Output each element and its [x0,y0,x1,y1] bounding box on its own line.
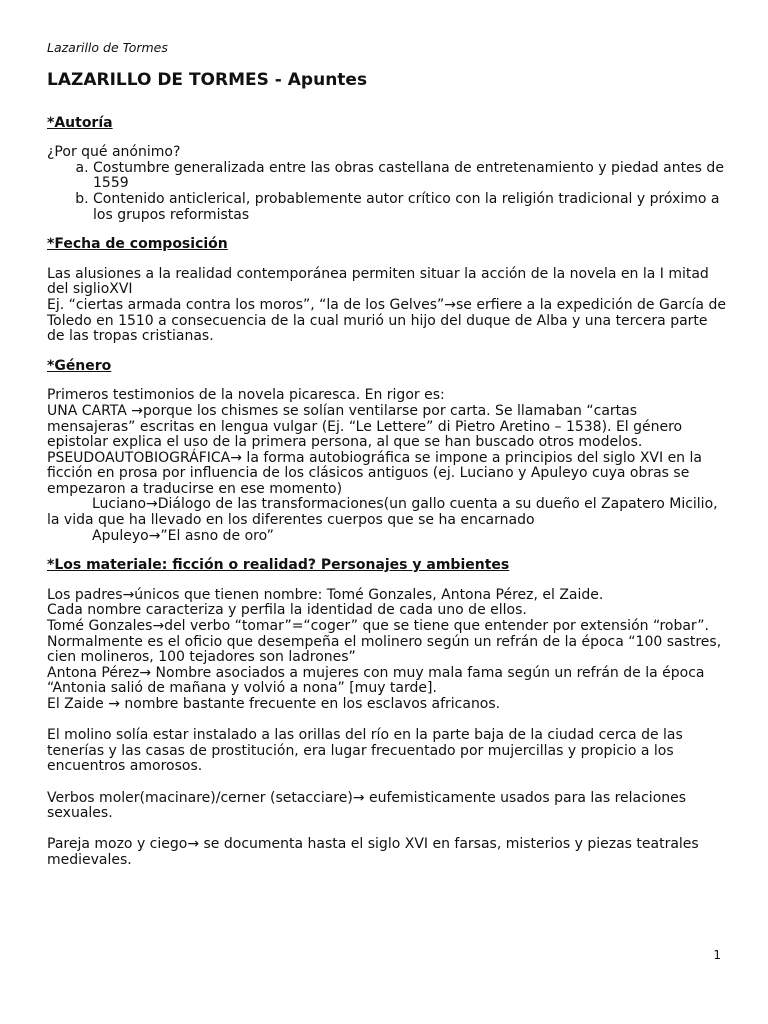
spacer [47,822,727,838]
paragraph: El Zaide → nombre bastante frecuente en los esclavos africanos. [47,696,501,712]
section-heading-fecha: *Fecha de composición [47,236,228,253]
paragraph: Primeros testimonios de la novela picaresca. En rigor es: [47,387,445,404]
paragraph: Ej. “ciertas armada contra los moros”, “la de los Gelves”→se erfiere a la expedición de García de Toledo en 1510 a consecuencia de la cual murió un hijo del duque de Alba y una tercera parte de las tropas cristianas. [47,296,726,345]
page-number: 1 [713,948,721,962]
spacer [47,775,727,791]
ordered-list [47,161,727,223]
page-title: LAZARILLO DE TORMES - Apuntes [47,69,368,90]
paragraph: UNA CARTA →porque los chismes se solían ventilarse por carta. Se llamaban “cartas mensajeras” escritas en lengua vulgar (Ej. “Le Lettere” di Pietro Aretino – 1538). El género epistolar explica el uso de la primera persona, al que se han buscado otros modelos. [47,402,683,451]
paragraph: Luciano→Diálogo de las transformaciones(un gallo cuenta a su dueño el Zapatero Micilio, la vida que ha llevado en los diferentes cuerpos que se ha encarnado [47,496,718,529]
list-item: a. Costumbre generalizada entre las obras castellana de entretenamiento y piedad antes de 1559 [93,161,727,192]
paragraph: El molino solía estar instalado a las orillas del río en la parte baja de la ciudad cerca de las tenerías y las casas de prostitución, era lugar frecuentado por mujercillas y propicio a los encuentros amorosos. [47,727,683,775]
document-page [47,40,727,869]
paragraph: Pareja mozo y ciego→ se documenta hasta el siglo XVI en farsas, misterios y piezas teatrales medievales. [47,836,699,868]
paragraph: Apuleyo→”El asno de oro” [92,527,274,544]
section-heading-genero: *Género [47,357,112,374]
section-heading-autoria: *Autoría [47,114,113,131]
section-heading-materiale: *Los materiale: ficción o realidad? Personajes y ambientes [47,557,510,574]
list-item: b. Contenido anticlerical, probablemente autor crítico con la religión tradicional y próximo a los grupos reformistas [93,192,727,223]
paragraph: ¿Por qué anónimo? [47,144,181,161]
paragraph: Los padres→únicos que tienen nombre: Tomé Gonzales, Antona Pérez, el Zaide. [47,586,604,603]
running-header: Lazarillo de Tormes [47,40,168,55]
paragraph: Cada nombre caracteriza y perfila la identidad de cada uno de ellos. [47,602,527,619]
paragraph: Tomé Gonzales→del verbo “tomar”=“coger” que se tiene que entender por extensión “robar”. Normalmente es el oficio que desempeña el molinero según un refrán de la época “100 sastres, cien molineros, 100 tejadores son ladrones” [47,618,722,666]
spacer [47,713,727,729]
paragraph: Verbos moler(macinare)/cerner (setacciare)→ eufemisticamente usados para las relaciones sexuales. [47,789,687,822]
paragraph: Las alusiones a la realidad contemporánea permiten situar la acción de la novela en la I mitad del siglioXVI [47,265,709,298]
paragraph: Antona Pérez→ Nombre asociados a mujeres con muy mala fama según un refrán de la época “Antonia salió de mañana y volvió a nona” [muy tarde]. [47,664,705,697]
paragraph: PSEUDOAUTOBIOGRÁFICA→ la forma autobiográfica se impone a principios del siglo XVI en la ficción en prosa por influencia de los clásicos antiguos (ej. Luciano y Apuleyo cuya obras se empezaron a traducirse en ese momento) [47,449,702,497]
